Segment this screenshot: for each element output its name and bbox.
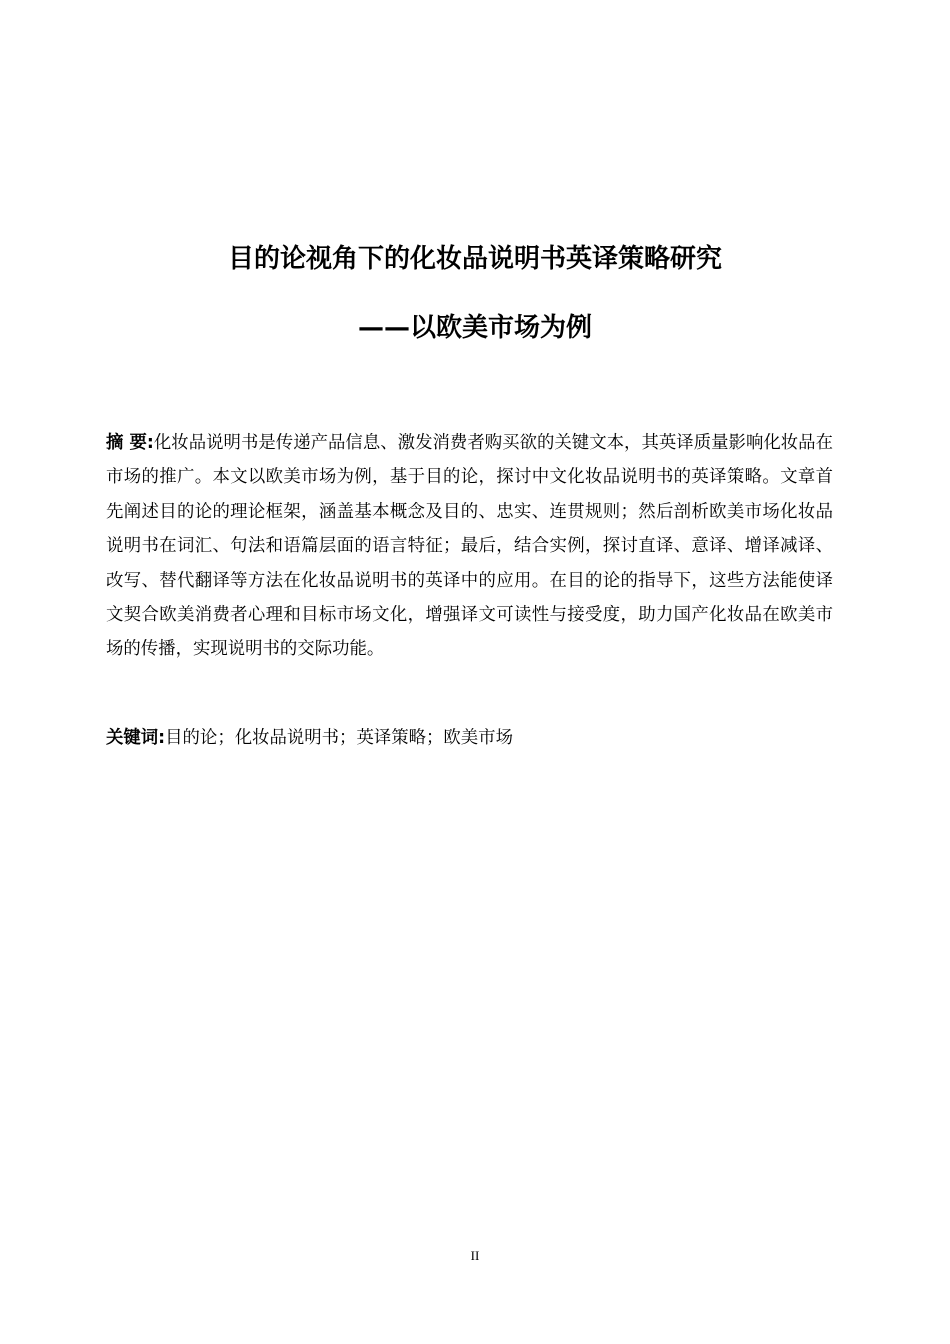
abstract-paragraph: [106, 426, 833, 667]
abstract-text: 化妆品说明书是传递产品信息、激发消费者购买欲的关键文本，其英译质量影响化妆品在市场的推广。本文以欧美市场为例，基于目的论，探讨中文化妆品说明书的英译策略。文章首先阐述目的论的理论框架，涵盖基本概念及目的、忠实、连贯规则；然后剖析欧美市场化妆品说明书在词汇、句法和语篇层面的语言特征；最后，结合实例，探讨直译、意译、增译减译、改写、替代翻译等方法在化妆品说明书的英译中的应用。在目的论的指导下，这些方法能使译文契合欧美消费者心理和目标市场文化，增强译文可读性与接受度，助力国产化妆品在欧美市场的传播，实现说明书的交际功能。: [106, 433, 833, 660]
keywords-line: [106, 721, 833, 755]
keywords-text: 目的论；化妆品说明书；英译策略；欧美市场: [165, 728, 513, 748]
document-subtitle: ——以欧美市场为例: [357, 313, 592, 343]
abstract-label: 摘 要:: [106, 433, 154, 453]
keywords-label: 关键词:: [106, 728, 166, 748]
document-title: 目的论视角下的化妆品说明书英译策略研究: [227, 244, 722, 274]
page-number: II: [470, 1248, 480, 1263]
